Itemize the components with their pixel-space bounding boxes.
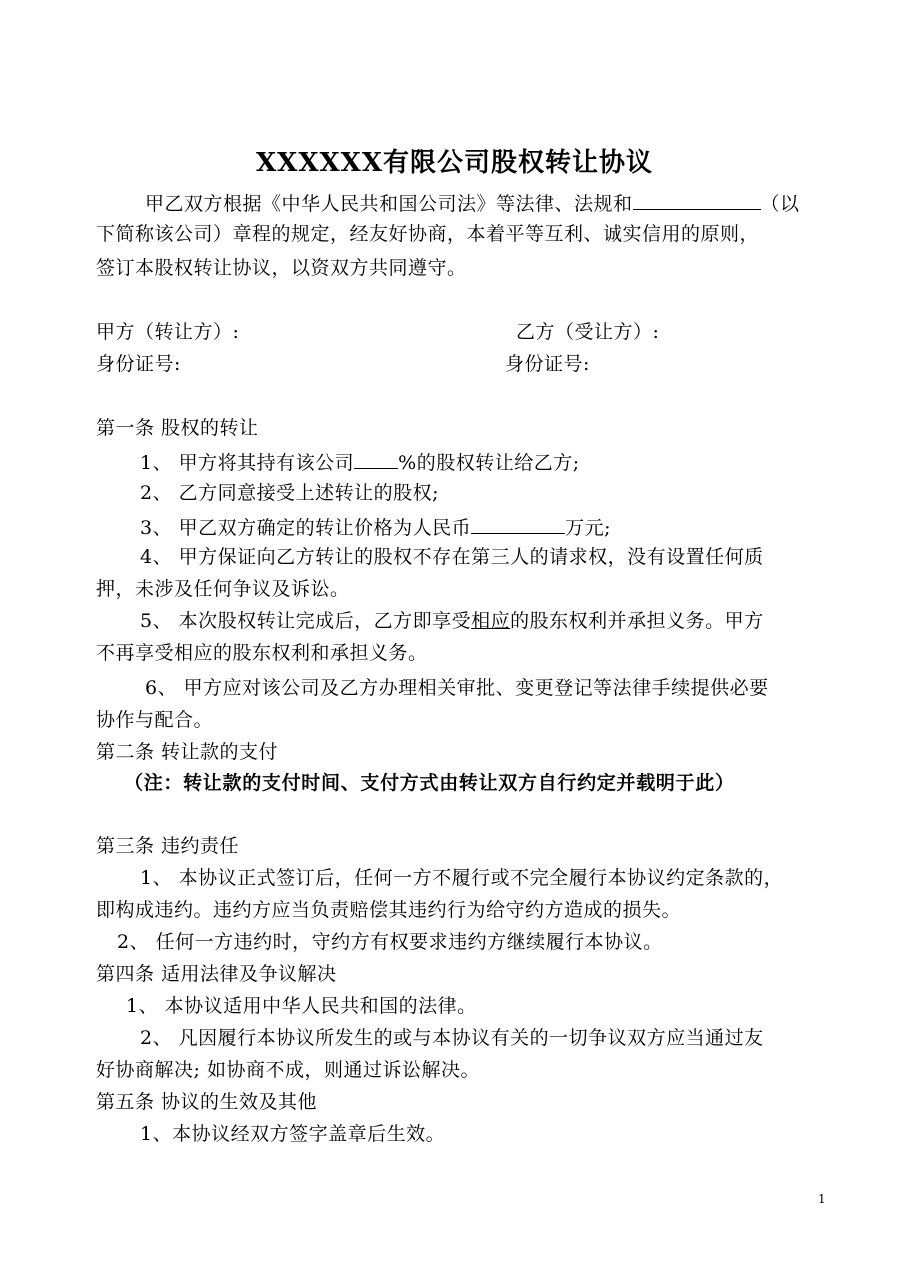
- page-number: 1: [818, 1192, 826, 1206]
- article-1-item-5-line-2: 不再享受相应的股东权利和承担义务。: [96, 642, 428, 664]
- article-1-heading: 第一条 股权的转让: [96, 417, 259, 439]
- article-1-item-5-tail: 的股东权利并承担义务。甲方: [510, 610, 764, 632]
- party-a-id-label: 身份证号:: [96, 353, 181, 375]
- intro-line-1-text: 甲乙双方根据《中华人民共和国公司法》等法律、法规和: [145, 193, 633, 215]
- article-1-item-6-line-2: 协作与配合。: [96, 709, 214, 731]
- article-5-item-1: 1、本协议经双方签字盖章后生效。: [140, 1123, 446, 1145]
- article-1-item-1-tail: %的股权转让给乙方;: [398, 452, 580, 474]
- party-a-label: 甲方（转让方）:: [96, 321, 240, 343]
- underlined-term: 相应: [471, 610, 511, 632]
- article-5-heading: 第五条 协议的生效及其他: [96, 1091, 318, 1113]
- company-name-blank: [633, 189, 761, 210]
- article-3-heading: 第三条 违约责任: [96, 835, 240, 857]
- article-1-item-5-line-1: [140, 609, 764, 633]
- intro-line-2: 下简称该公司）章程的规定，经友好协商，本着平等互利、诚实信用的原则，: [96, 223, 760, 245]
- article-1-item-3-tail: 万元;: [565, 517, 612, 539]
- article-2-heading: 第二条 转让款的支付: [96, 741, 279, 763]
- intro-line-3: 签订本股权转让协议，以资双方共同遵守。: [96, 257, 467, 279]
- article-1-item-5-text: 5、 本次股权转让完成后，乙方即享受: [140, 610, 472, 632]
- article-1-item-4-line-1: 4、 甲方保证向乙方转让的股权不存在第三人的请求权，没有设置任何质: [140, 546, 764, 568]
- intro-line-1: [145, 189, 800, 216]
- article-3-item-1-line-1: 1、 本协议正式签订后，任何一方不履行或不完全履行本协议约定条款的，: [140, 867, 784, 889]
- article-1-item-3-text: 3、 甲乙双方确定的转让价格为人民币: [140, 517, 472, 539]
- article-4-item-1: 1、 本协议适用中华人民共和国的法律。: [126, 995, 477, 1017]
- article-3-item-1-line-2: 即构成违约。违约方应当负责赔偿其违约行为给守约方造成的损失。: [96, 899, 682, 921]
- percentage-blank: [354, 448, 398, 469]
- party-b-label: 乙方（受让方）:: [516, 321, 660, 343]
- article-1-item-2: 2、 乙方同意接受上述转让的股权;: [140, 482, 440, 504]
- article-1-item-1-text: 1、 甲方将其持有该公司: [140, 452, 355, 474]
- article-4-item-2-line-2: 好协商解决; 如协商不成，则通过诉讼解决。: [96, 1059, 480, 1081]
- article-4-item-2-line-1: 2、 凡因履行本协议所发生的或与本协议有关的一切争议双方应当通过友: [140, 1027, 764, 1049]
- article-1-item-6-line-1: 6、 甲方应对该公司及乙方办理相关审批、变更登记等法律手续提供必要: [145, 677, 769, 699]
- article-4-heading: 第四条 适用法律及争议解决: [96, 963, 337, 985]
- intro-line-1-tail: （以: [760, 193, 800, 215]
- article-1-item-3: [140, 513, 611, 540]
- payment-note: （注：转让款的支付时间、支付方式由转让双方自行约定并载明于此）: [124, 772, 735, 794]
- price-blank: [471, 513, 565, 534]
- document-title: XXXXXX有限公司股权转让协议: [255, 148, 654, 178]
- party-b-id-label: 身份证号:: [505, 353, 590, 375]
- article-1-item-1: [140, 448, 580, 475]
- article-3-item-2: 2、 任何一方违约时，守约方有权要求违约方继续履行本协议。: [117, 931, 663, 953]
- article-1-item-4-line-2: 押，未涉及任何争议及诉讼。: [96, 578, 350, 600]
